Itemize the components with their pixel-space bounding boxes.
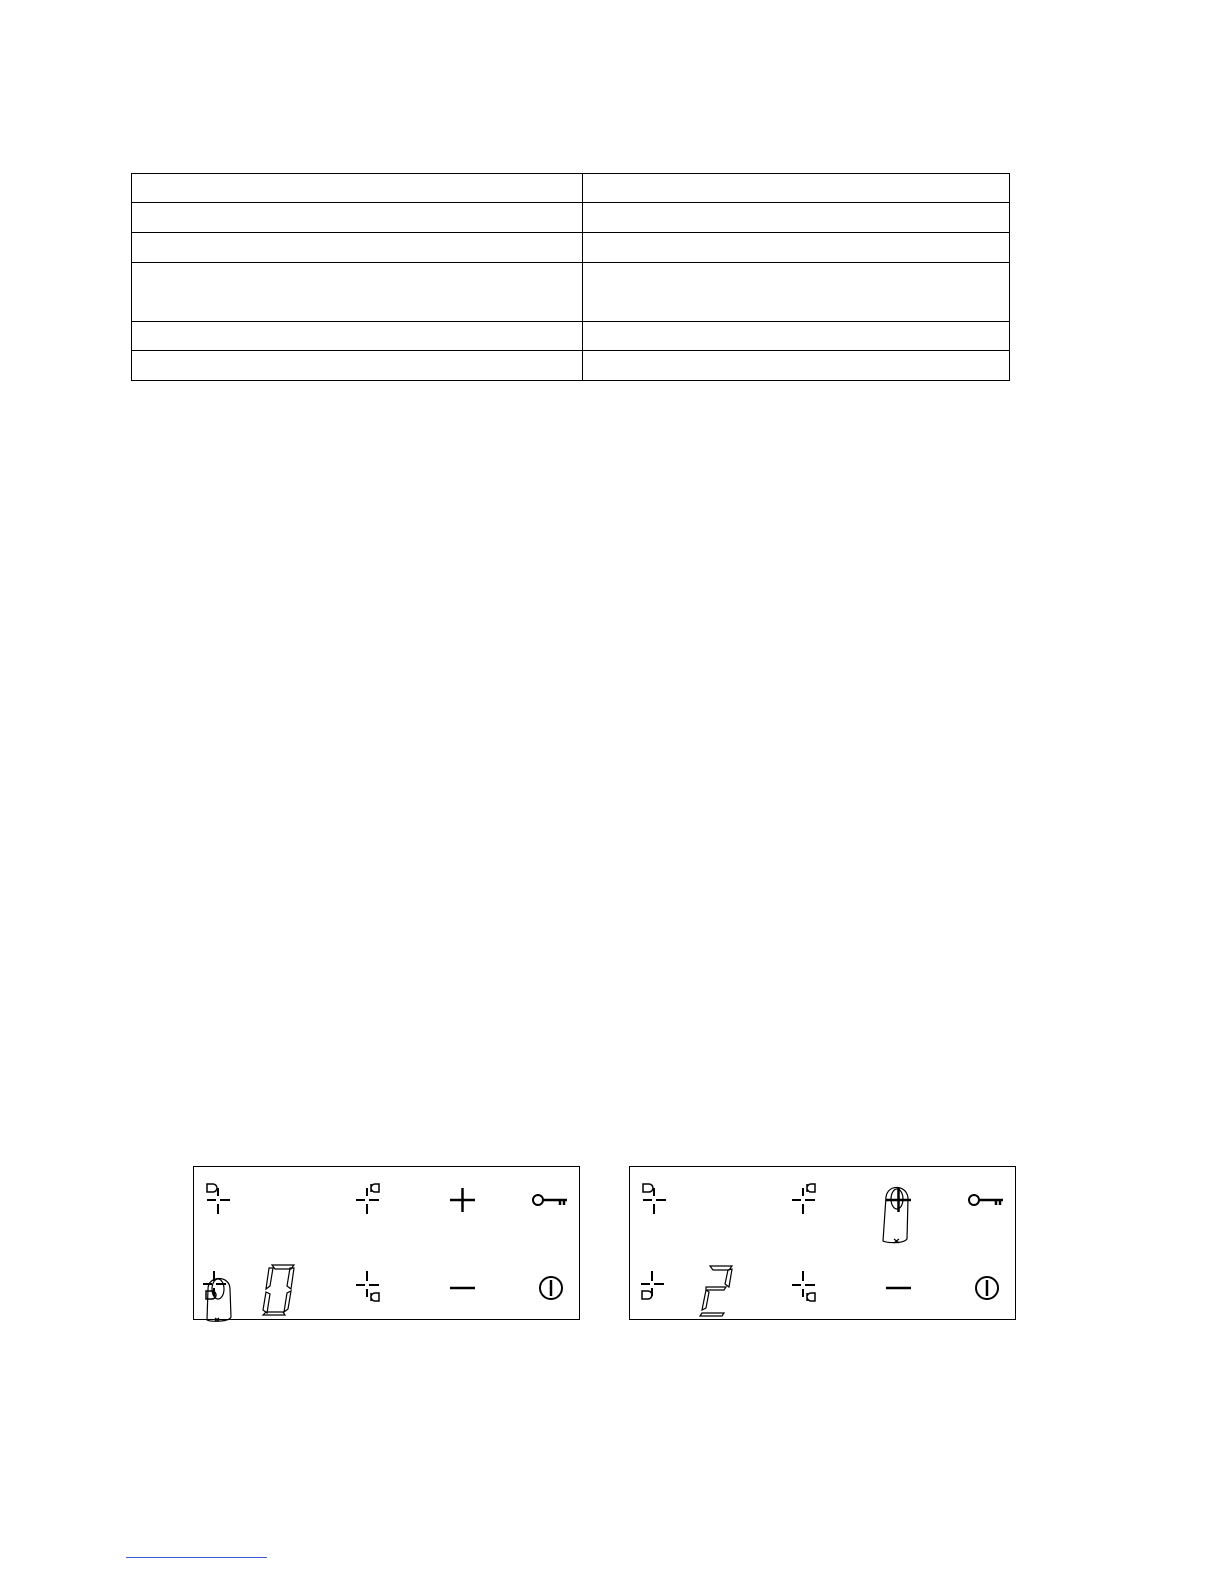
heating-zone-select-icon[interactable]: [356, 1271, 379, 1301]
table-cell-value: [583, 322, 1010, 351]
key-lock-icon[interactable]: [533, 1195, 567, 1205]
table-row: [132, 351, 1010, 381]
key-lock-icon[interactable]: [969, 1195, 1003, 1205]
table-cell-label: [132, 203, 583, 233]
power-icon[interactable]: [540, 1277, 562, 1299]
table-row: [132, 263, 1010, 322]
footer-link-underline[interactable]: [126, 1557, 267, 1558]
table-row: [132, 203, 1010, 233]
heating-zone-select-icon[interactable]: [207, 1184, 230, 1214]
heating-zone-select-icon[interactable]: [792, 1184, 815, 1214]
heating-zone-select-icon[interactable]: [356, 1184, 379, 1214]
heating-zone-select-icon[interactable]: [792, 1271, 815, 1301]
control-panel-right-drawing: [630, 1167, 1017, 1321]
table-cell-label: [132, 233, 583, 263]
table-cell-value: [583, 174, 1010, 203]
table-row: [132, 322, 1010, 351]
seven-segment-display: [700, 1266, 732, 1316]
seven-segment-display: [263, 1265, 294, 1315]
table-cell-label: [132, 322, 583, 351]
heating-zone-select-icon[interactable]: [641, 1271, 664, 1299]
plus-icon[interactable]: [450, 1188, 475, 1212]
finger-press-icon: [883, 1187, 908, 1243]
table-cell-label: [132, 174, 583, 203]
heating-zone-select-icon[interactable]: [643, 1184, 666, 1214]
table-row: [132, 233, 1010, 263]
table-cell-label: [132, 351, 583, 381]
table-cell-label: [132, 263, 583, 322]
table-cell-value: [583, 233, 1010, 263]
table-cell-value: [583, 351, 1010, 381]
table-row: [132, 174, 1010, 203]
control-panel-left: [193, 1166, 580, 1320]
spec-table: [131, 173, 1010, 381]
control-panel-left-drawing: [194, 1167, 581, 1321]
table-cell-value: [583, 203, 1010, 233]
table-cell-value: [583, 263, 1010, 322]
control-panel-right: [629, 1166, 1016, 1320]
power-icon[interactable]: [976, 1277, 998, 1299]
